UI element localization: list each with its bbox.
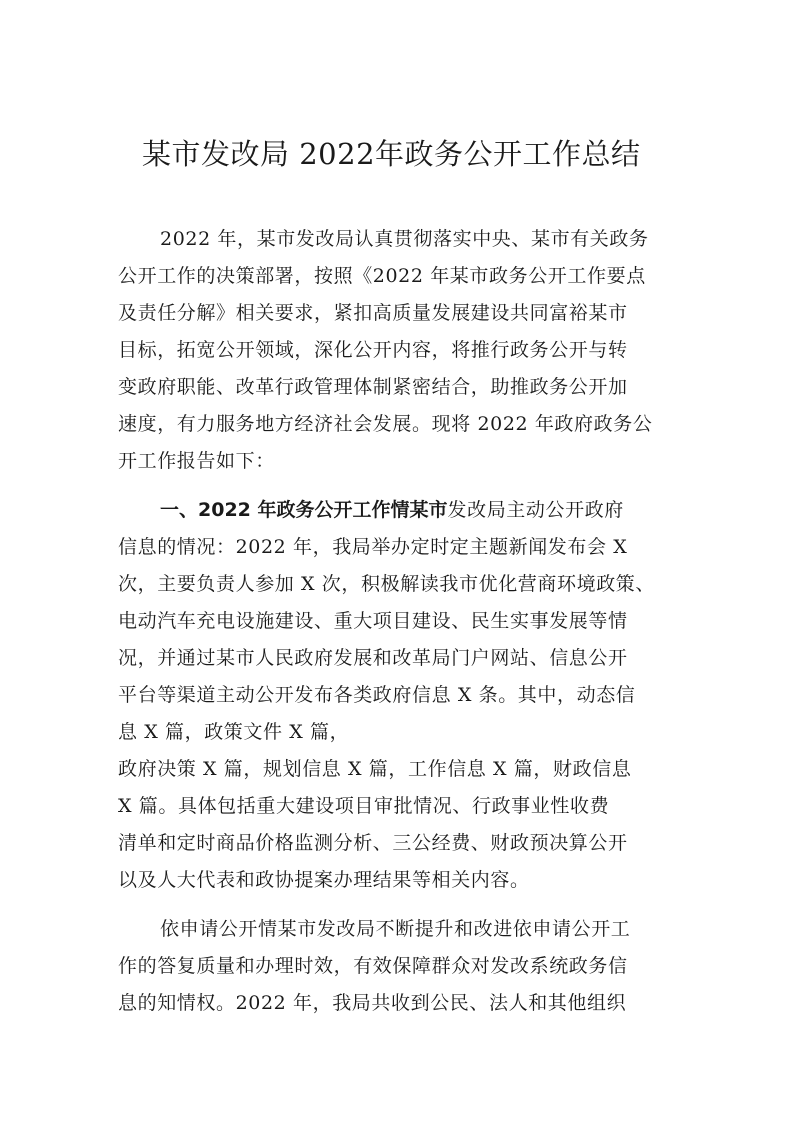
paragraph-2-line-2: 信息的情况：2022 年，我局举办定时定主题新闻发布会 X [118, 536, 628, 558]
section-heading-continuation: 发改局主动公开政府 [447, 499, 624, 521]
document-title: 某市发改局 2022年政务公开工作总结 [142, 137, 641, 171]
paragraph-2-line-11: 以及人大代表和政协提案办理结果等相关内容。 [118, 869, 530, 891]
paragraph-1-line-6: 速度，有力服务地方经济社会发展。现将 2022 年政府政务公 [118, 413, 653, 435]
paragraph-1-line-5: 变政府职能、改革行政管理体制紧密结合，助推政务公开加 [118, 376, 628, 398]
paragraph-3-line-1: 依申请公开情某市发改局不断提升和改进依申请公开工 [160, 918, 631, 940]
paragraph-2-line-3: 次，主要负责人参加 X 次，积极解读我市优化营商环境政策、 [118, 573, 656, 595]
paragraph-1-line-2: 公开工作的决策部署，按照《2022 年某市政务公开工作要点 [118, 265, 646, 287]
paragraph-3-line-2: 作的答复质量和办理时效，有效保障群众对发改系统政务信 [118, 955, 628, 977]
paragraph-2-line-1 [160, 495, 624, 525]
paragraph-3-line-3: 息的知情权。2022 年，我局共收到公民、法人和其他组织 [118, 992, 627, 1014]
paragraph-2-line-7: 息 X 篇，政策文件 X 篇， [118, 721, 350, 743]
paragraph-1-line-3: 及责任分解》相关要求，紧扣高质量发展建设共同富裕某市 [118, 302, 628, 324]
paragraph-2-line-10: 清单和定时商品价格监测分析、三公经费、财政预决算公开 [118, 832, 628, 854]
paragraph-2-line-8: 政府决策 X 篇，规划信息 X 篇，工作信息 X 篇，财政信息 [118, 758, 632, 780]
paragraph-1-line-7: 开工作报告如下： [118, 450, 275, 472]
paragraph-1-line-4: 目标，拓宽公开领域，深化公开内容，将推行政务公开与转 [118, 339, 628, 361]
paragraph-2-line-5: 况，并通过某市人民政府发展和改革局门户网站、信息公开 [118, 647, 628, 669]
paragraph-1-line-1: 2022 年，某市发改局认真贯彻落实中央、某市有关政务 [160, 228, 649, 250]
paragraph-2-line-4: 电动汽车充电设施建设、重大项目建设、民生实事发展等情 [118, 610, 628, 632]
section-heading: 一、2022 年政务公开工作情某市 [160, 499, 448, 521]
paragraph-2-line-9: X 篇。具体包括重大建设项目审批情况、行政事业性收费 [118, 795, 610, 817]
paragraph-2-line-6: 平台等渠道主动公开发布各类政府信息 X 条。其中，动态信 [118, 684, 636, 706]
